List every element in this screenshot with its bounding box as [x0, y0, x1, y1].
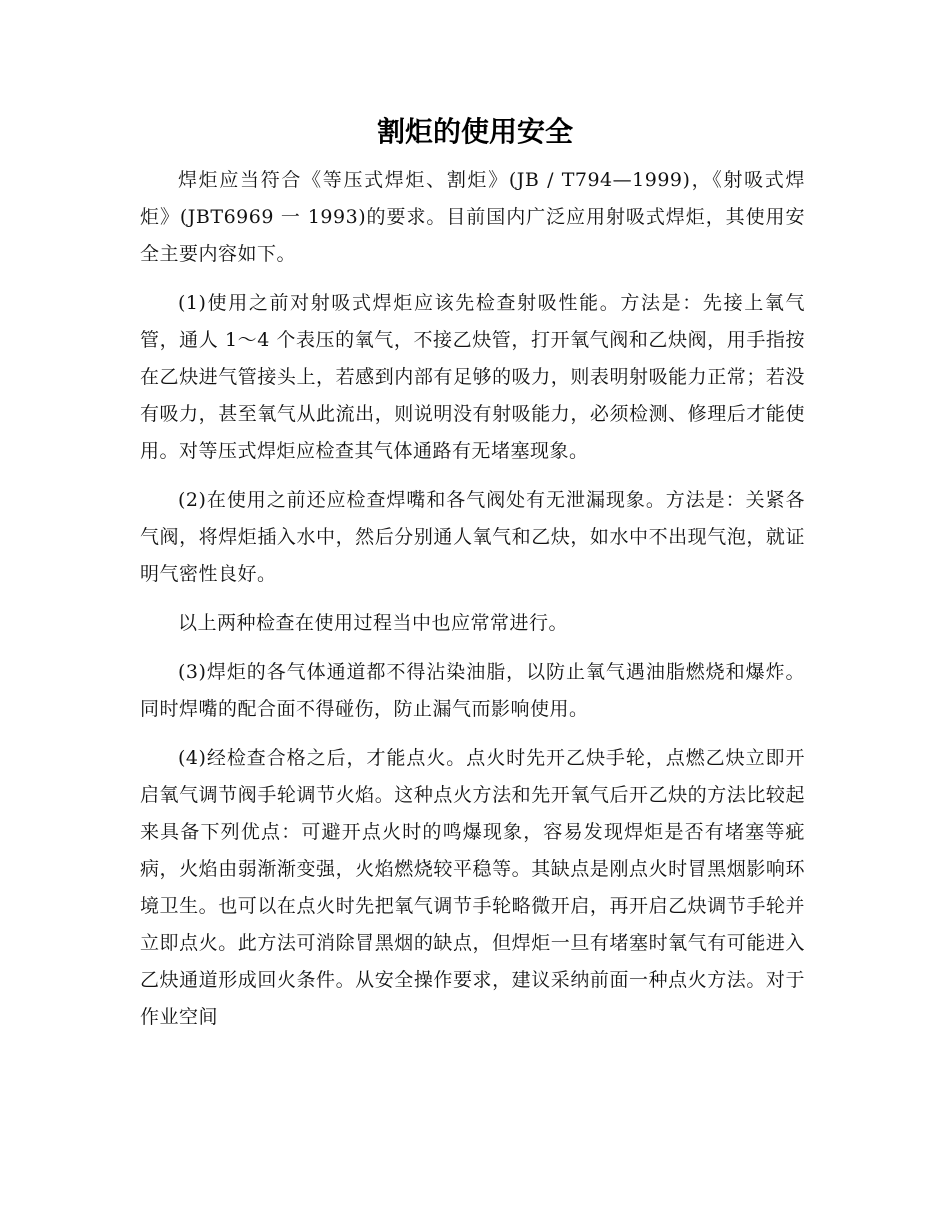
intro-paragraph: 焊炬应当符合《等压式焊炬、割炬》(JB / T794—1999)，《射吸式焊炬》(JBT6969 一 1993)的要求。目前国内广泛应用射吸式焊炬，其使用安全主要内容如下。 [140, 169, 805, 265]
paragraph-item-4: (4)经检查合格之后，才能点火。点火时先开乙炔手轮，点燃乙炔立即开启氧气调节阀手轮调节火焰。这种点火方法和先开氧气后开乙炔的方法比较起来具备下列优点：可避开点火时的鸣爆现象，容易发现焊炬是否有堵塞等疵病，火焰由弱渐渐变强，火焰燃烧较平稳等。其缺点是刚点火时冒黑烟影响环境卫生。也可以在点火时先把氧气调节手轮略微开启，再开启乙炔调节手轮并立即点火。此方法可消除冒黑烟的缺点，但焊炬一旦有堵塞时氧气有可能进入乙炔通道形成回火条件。从安全操作要求，建议采纳前面一种点火方法。对于作业空间 [140, 747, 805, 1028]
paragraph-item-1: (1)使用之前对射吸式焊炬应该先检查射吸性能。方法是：先接上氧气管，通人 1～4 个表压的氧气，不接乙炔管，打开氧气阀和乙炔阀，用手指按在乙炔进气管接头上，若感到内部有足够的吸力，则表明射吸能力正常；若没有吸力，甚至氧气从此流出，则说明没有射吸能力，必须检测、修理后才能使用。对等压式焊炬应检查其气体通路有无堵塞现象。 [140, 292, 805, 462]
paragraph-item-3: (3)焊炬的各气体通道都不得沾染油脂，以防止氧气遇油脂燃烧和爆炸。同时焊嘴的配合面不得碰伤，防止漏气而影响使用。 [140, 661, 805, 720]
document-body [140, 162, 805, 1048]
paragraph-note: 以上两种检查在使用过程当中也应常常进行。 [178, 612, 569, 634]
paragraph-item-2: (2)在使用之前还应检查焊嘴和各气阀处有无泄漏现象。方法是：关紧各气阀，将焊炬插入水中，然后分别通人氧气和乙炔，如水中不出现气泡，就证明气密性良好。 [140, 489, 805, 585]
page-title: 割炬的使用安全 [376, 115, 573, 148]
